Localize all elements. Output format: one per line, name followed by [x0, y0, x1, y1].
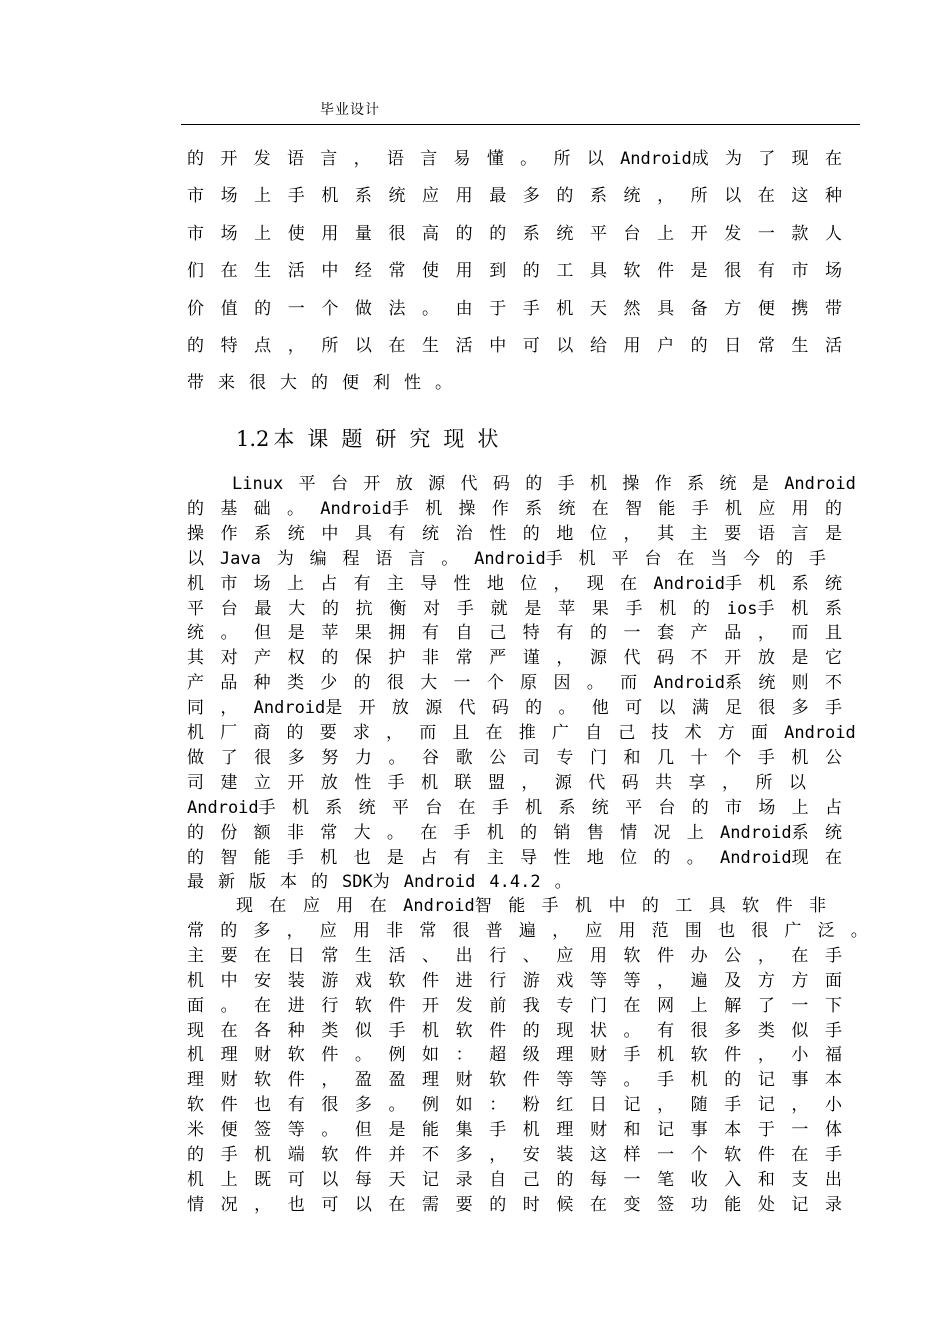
- text-line: 操 作 系 统 中 具 有 统 治 性 的 地 位 ， 其 主 要 语 言 是: [187, 523, 842, 544]
- text-line: 们 在 生 活 中 经 常 使 用 到 的 工 具 软 件 是 很 有 市 场: [187, 261, 842, 282]
- text-line: 统 。 但 是 苹 果 拥 有 自 己 特 有 的 一 套 产 品 ， 而 且: [187, 623, 842, 644]
- text-line: 市 场 上 使 用 量 很 高 的 的 系 统 平 台 上 开 发 一 款 人: [187, 223, 842, 244]
- text-line: 的 基 础 。 Android手 机 操 作 系 统 在 智 能 手 机 应 用 的: [187, 498, 842, 519]
- text-line: 司 建 立 开 放 性 手 机 联 盟 ， 源 代 码 共 享 ， 所 以: [187, 772, 806, 793]
- text-line: 软 件 也 有 很 多 。 例 如 ： 粉 红 日 记 ， 随 手 记 ， 小: [187, 1095, 842, 1116]
- text-line: 平 台 最 大 的 抗 衡 对 手 就 是 苹 果 手 机 的 ios手 机 系: [187, 598, 842, 619]
- header-divider: [181, 124, 860, 125]
- text-line: 同 ， Android是 开 放 源 代 码 的 。 他 可 以 满 足 很 多 手: [187, 698, 842, 719]
- text-line: Linux 平 台 开 放 源 代 码 的 手 机 操 作 系 统 是 Android: [232, 474, 856, 494]
- text-line: 价 值 的 一 个 做 法 。 由 于 手 机 天 然 具 备 方 便 携 带: [187, 298, 842, 319]
- text-line: 机 理 财 软 件 。 例 如 ： 超 级 理 财 手 机 软 件 ， 小 福: [187, 1045, 842, 1066]
- section-title: 本课题研究现状: [273, 427, 512, 451]
- text-line: 面 。 在 进 行 软 件 开 发 前 我 专 门 在 网 上 解 了 一 下: [187, 995, 842, 1016]
- text-line: 的 手 机 端 软 件 并 不 多 ， 安 装 这 样 一 个 软 件 在 手: [187, 1145, 842, 1165]
- text-line: 的 智 能 手 机 也 是 占 有 主 导 性 地 位 的 。 Android现 在: [187, 847, 842, 868]
- page-header-title: 毕业设计: [320, 102, 380, 118]
- text-line: 最 新 版 本 的 SDK为 Android 4.4.2 。: [187, 872, 572, 893]
- text-line: 带 来 很 大 的 便 利 性 。: [187, 373, 452, 394]
- text-line: 的 开 发 语 言 ， 语 言 易 懂 。 所 以 Android成 为 了 现 在: [187, 149, 842, 169]
- text-line: 市 场 上 手 机 系 统 应 用 最 多 的 系 统 ， 所 以 在 这 种: [187, 186, 842, 207]
- section-number: 1.2: [236, 427, 270, 451]
- text-line: Android手 机 系 统 平 台 在 手 机 系 统 平 台 的 市 场 上 占: [187, 797, 842, 818]
- text-line: 米 便 签 等 。 但 是 能 集 手 机 理 财 和 记 事 本 于 一 体: [187, 1120, 842, 1141]
- text-line: 的 份 额 非 常 大 。 在 手 机 的 销 售 情 况 上 Android系 统: [187, 822, 842, 843]
- text-line: 理 财 软 件 ， 盈 盈 理 财 软 件 等 等 。 手 机 的 记 事 本: [187, 1070, 842, 1091]
- text-line: 的 特 点 ， 所 以 在 生 活 中 可 以 给 用 户 的 日 常 生 活: [187, 336, 842, 356]
- text-line: 做 了 很 多 努 力 。 谷 歌 公 司 专 门 和 几 十 个 手 机 公: [187, 747, 842, 768]
- text-line: 产 品 种 类 少 的 很 大 一 个 原 因 。 而 Android系 统 则 不: [187, 673, 842, 694]
- text-line: 以 Java 为 编 程 语 言 。 Android手 机 平 台 在 当 今 的 手: [187, 548, 826, 569]
- text-line: 情 况 ， 也 可 以 在 需 要 的 时 候 在 变 签 功 能 处 记 录: [187, 1194, 842, 1215]
- section-heading: [236, 426, 511, 452]
- text-line: 其 对 产 权 的 保 护 非 常 严 谨 ， 源 代 码 不 开 放 是 它: [187, 648, 842, 669]
- text-line: 机 厂 商 的 要 求 ， 而 且 在 推 广 自 己 技 术 方 面 Android: [187, 723, 856, 743]
- text-line: 机 上 既 可 以 每 天 记 录 自 己 的 每 一 笔 收 入 和 支 出: [187, 1169, 842, 1190]
- text-line: 现 在 各 种 类 似 手 机 软 件 的 现 状 。 有 很 多 类 似 手: [187, 1020, 842, 1041]
- text-line: 主 要 在 日 常 生 活 、 出 行 、 应 用 软 件 办 公 ， 在 手: [187, 945, 842, 966]
- text-line: 机 市 场 上 占 有 主 导 性 地 位 ， 现 在 Android手 机 系 统: [187, 573, 842, 594]
- text-line: 机 中 安 装 游 戏 软 件 进 行 游 戏 等 等 ， 遍 及 方 方 面: [187, 970, 842, 991]
- text-line: 现 在 应 用 在 Android智 能 手 机 中 的 工 具 软 件 非: [236, 896, 826, 916]
- text-line: 常 的 多 ， 应 用 非 常 很 普 遍 ， 应 用 范 围 也 很 广 泛 。: [187, 920, 868, 941]
